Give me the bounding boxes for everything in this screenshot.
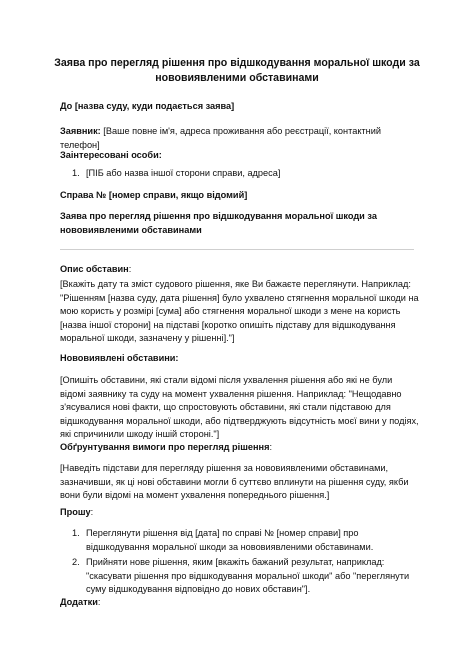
list-number: 1. [72, 528, 80, 538]
interested-label: Заінтересовані особи: [60, 150, 162, 160]
applicant-label: Заявник: [60, 126, 101, 136]
list-number: 2. [72, 557, 80, 567]
new-circumstances-text: [Опишіть обставини, які стали відомі після ухвалення рішення або які не були відомі заявнику та суду на момент ухвалення рішення. Наприклад: "Нещодавно з'ясувалися нові факти, що спростовують обставини, які стали підставою для відшкодування моральної шкоди, або підтверджують відсутність моєї вини у подіях, які спричинили шкоду іншій стороні."] [60, 375, 419, 440]
new-circumstances-label: Нововиявлені обставини: [60, 353, 179, 363]
subject-heading: Заява про перегляд рішення про відшкодування моральної шкоди за нововиявленими обставинами [60, 211, 377, 235]
list-number: 1. [72, 168, 80, 178]
colon: : [97, 597, 101, 607]
request-label: Прошу [60, 507, 91, 517]
applicant-value: [Ваше повне ім'я, адреса проживання або реєстрації, контактний телефон] [60, 126, 381, 150]
grounds-heading [60, 441, 420, 455]
colon: : [269, 442, 273, 452]
colon: : [90, 507, 94, 517]
colon: : [128, 264, 132, 274]
case-number: Справа № [номер справи, якщо відомий] [60, 190, 248, 200]
list-text: [ПІБ або назва іншої сторони справи, адреса] [86, 168, 281, 178]
divider [60, 249, 414, 250]
request-heading [60, 506, 420, 520]
court-line: До [назва суду, куди подається заява] [60, 101, 235, 111]
document-title: Заява про перегляд рішення про відшкодування моральної шкоди за нововиявленими обставинами [54, 57, 420, 84]
list-text: Прийняти нове рішення, яким [вкажіть бажаний результат, наприклад: "скасувати рішення про відшкодування моральної шкоди" або "переглянути суму відшкодування відповідно до нових обставин"]. [86, 557, 410, 595]
attachments-label: Додатки [60, 597, 98, 607]
circumstances-heading [60, 263, 420, 277]
grounds-text: [Наведіть підстави для перегляду рішення за нововиявленими обставинами, зазначивши, як ці нові обставини могли б суттєво вплинути на рішення суду, якби вони були відомі на момент ухвалення попереднього рішення.] [60, 463, 409, 501]
circumstances-label: Опис обставин [60, 264, 129, 274]
list-text: Переглянути рішення від [дата] по справі № [номер справи] про відшкодування моральної шкоди за нововиявленими обставинами. [86, 528, 374, 552]
attachments-heading [60, 596, 420, 610]
circumstances-text: [Вкажіть дату та зміст судового рішення, яке Ви бажаєте переглянути. Наприклад: "Рішенням [назва суду, дата рішення] було ухвалено стягнення моральної шкоди на мою користь у розмірі [сума] або стягнення моральної шкоди з мене на користь [назва іншої сторони] на підставі [коротко опишіть підставу для відшкодування моральної шкоди, зазначену у рішенні]."] [60, 279, 419, 344]
grounds-label: Обґрунтування вимоги про перегляд рішення [60, 442, 270, 452]
